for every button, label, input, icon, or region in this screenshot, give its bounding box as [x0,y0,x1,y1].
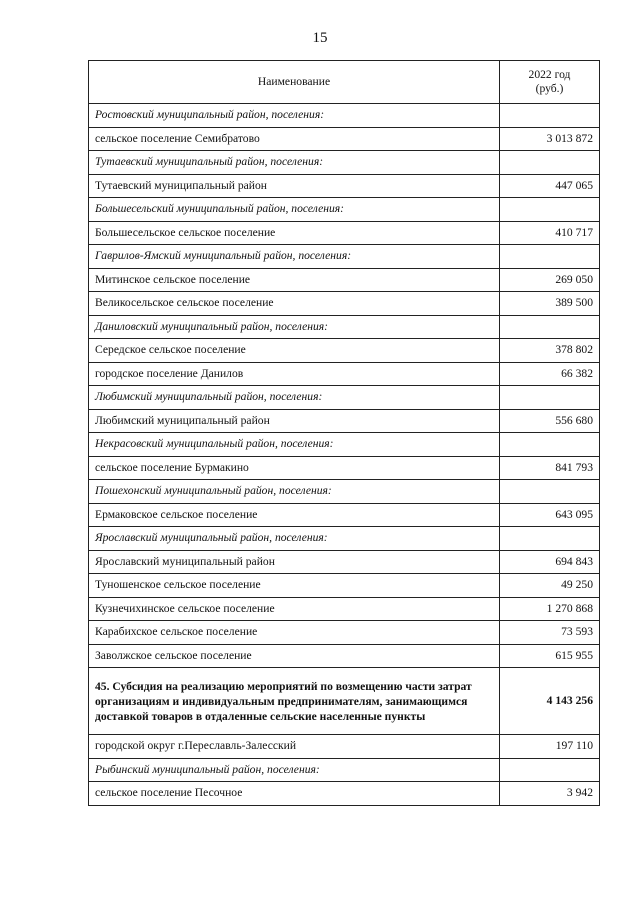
row-name: Тутаевский муниципальный район, поселения: [89,151,500,175]
row-name: Любимский муниципальный район, поселения: [89,386,500,410]
row-amount [500,527,600,551]
district-group-row [89,151,600,175]
table-row [89,597,600,621]
row-amount [500,386,600,410]
table-row [89,409,600,433]
row-amount: 841 793 [500,456,600,480]
row-amount [500,433,600,457]
row-name: Заволжское сельское поселение [89,644,500,668]
row-amount: 556 680 [500,409,600,433]
district-group-row [89,315,600,339]
row-amount: 269 050 [500,268,600,292]
table-row [89,292,600,316]
table-row [89,644,600,668]
row-name: Кузнечихинское сельское поселение [89,597,500,621]
table-row [89,621,600,645]
row-name: Середское сельское поселение [89,339,500,363]
row-amount: 1 270 868 [500,597,600,621]
table-header-row [89,61,600,104]
header-amount: 2022 год (руб.) [500,61,600,104]
row-amount: 66 382 [500,362,600,386]
header-name: Наименование [89,61,500,104]
row-amount [500,104,600,128]
row-name: Гаврилов-Ямский муниципальный район, поселения: [89,245,500,269]
row-amount: 643 095 [500,503,600,527]
row-amount [500,315,600,339]
district-group-row [89,433,600,457]
table-row [89,574,600,598]
row-amount: 694 843 [500,550,600,574]
row-name: Митинское сельское поселение [89,268,500,292]
row-name: Ярославский муниципальный район [89,550,500,574]
row-amount: 410 717 [500,221,600,245]
table-row [89,174,600,198]
row-name: Карабихское сельское поселение [89,621,500,645]
district-group-row [89,758,600,782]
row-name: Даниловский муниципальный район, поселения: [89,315,500,339]
table-row [89,221,600,245]
row-amount: 3 942 [500,782,600,806]
table-row [89,456,600,480]
district-group-row [89,480,600,504]
row-amount: 378 802 [500,339,600,363]
row-amount [500,758,600,782]
subsidy-total-row [89,668,600,735]
row-amount [500,480,600,504]
row-name: Туношенское сельское поселение [89,574,500,598]
page-number: 15 [312,30,328,46]
row-amount: 4 143 256 [500,668,600,735]
row-name: Большесельский муниципальный район, поселения: [89,198,500,222]
row-name: Пошехонский муниципальный район, поселения: [89,480,500,504]
district-group-row [89,104,600,128]
row-amount: 447 065 [500,174,600,198]
table-row [89,362,600,386]
row-name: Ярославский муниципальный район, поселения: [89,527,500,551]
row-name: Ермаковское сельское поселение [89,503,500,527]
district-group-row [89,527,600,551]
row-name: Великосельское сельское поселение [89,292,500,316]
row-name: 45. Субсидия на реализацию мероприятий по возмещению части затрат организациям и индивидуальным предпринимателям, занимающимся доставкой товаров в отдаленные сельские населенные пункты [89,668,500,735]
table-row [89,127,600,151]
table-row [89,503,600,527]
row-name: Любимский муниципальный район [89,409,500,433]
table-row [89,782,600,806]
table-row [89,735,600,759]
row-name: Некрасовский муниципальный район, поселения: [89,433,500,457]
row-amount: 3 013 872 [500,127,600,151]
row-name: сельское поселение Песочное [89,782,500,806]
table-row [89,268,600,292]
row-amount: 73 593 [500,621,600,645]
row-amount: 49 250 [500,574,600,598]
table-row [89,339,600,363]
row-amount [500,151,600,175]
row-amount: 615 955 [500,644,600,668]
row-name: сельское поселение Бурмакино [89,456,500,480]
subsidy-table [88,60,600,806]
row-name: сельское поселение Семибратово [89,127,500,151]
row-name: Рыбинский муниципальный район, поселения: [89,758,500,782]
row-name: Ростовский муниципальный район, поселения: [89,104,500,128]
row-amount [500,245,600,269]
row-name: городской округ г.Переславль-Залесский [89,735,500,759]
row-amount: 197 110 [500,735,600,759]
row-amount [500,198,600,222]
table-row [89,550,600,574]
row-amount: 389 500 [500,292,600,316]
row-name: городское поселение Данилов [89,362,500,386]
district-group-row [89,245,600,269]
row-name: Большесельское сельское поселение [89,221,500,245]
row-name: Тутаевский муниципальный район [89,174,500,198]
district-group-row [89,386,600,410]
district-group-row [89,198,600,222]
